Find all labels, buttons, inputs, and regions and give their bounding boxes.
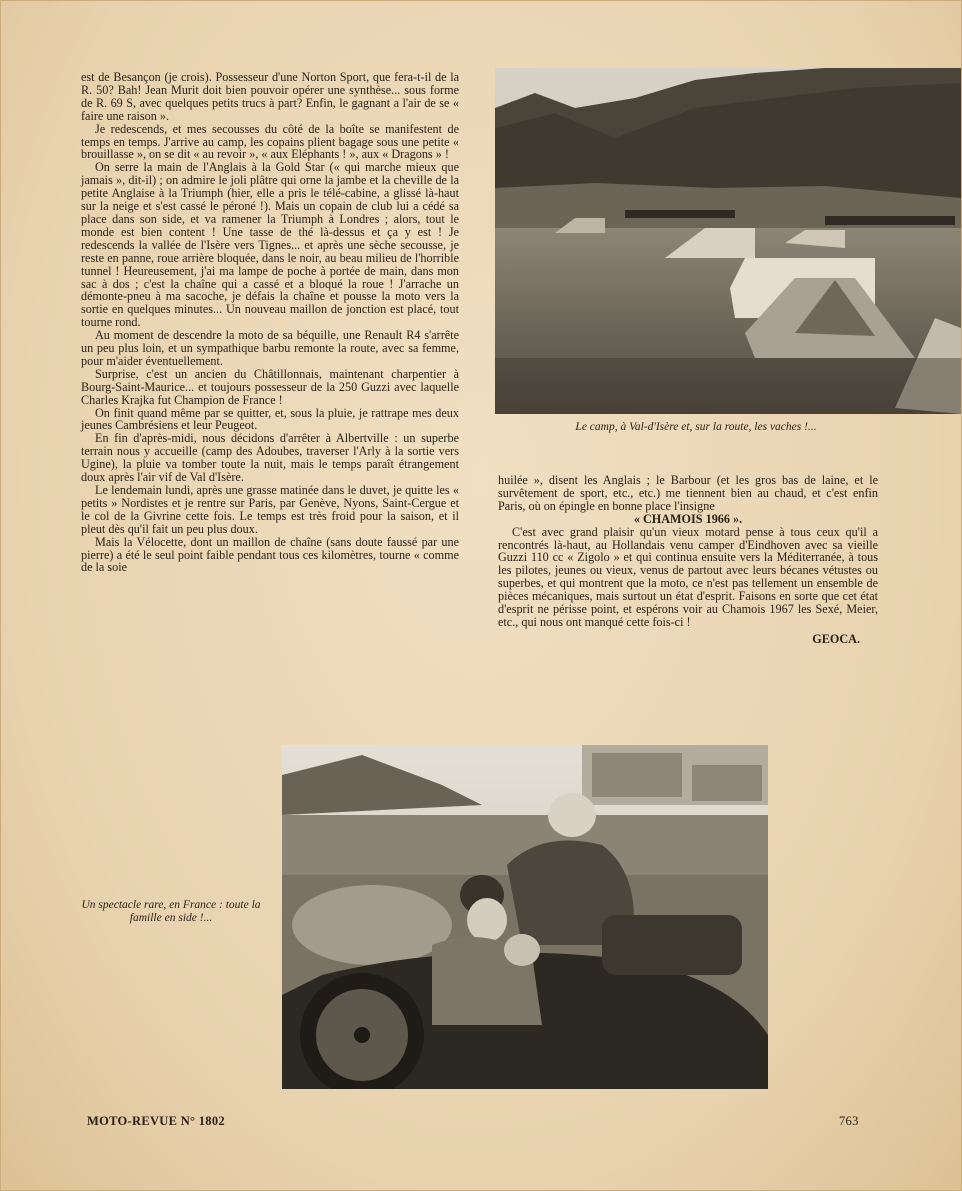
paragraph: On finit quand même par se quitter, et, sous la pluie, je rattrape mes deux jeunes Cambrésiens et leur Peugeot. — [81, 405, 459, 433]
paragraph: huilée », disent les Anglais ; le Barbour (et les gros bas de laine, et le survêtement de sport, etc., etc.) me tiennent bien au chaud, et c'est enfin Paris, où on épingle en bonne place l'insigne — [498, 473, 878, 513]
camp-photo-caption: Le camp, à Val-d'Isère et, sur la route, les vaches !... — [575, 421, 817, 433]
author-signature: GEOCA. — [812, 631, 860, 646]
paragraph: C'est avec grand plaisir qu'un vieux motard pense à tous ceux qu'il a rencontrés là-haut, au Hollandais venu camper d'Eindhoven avec sa vieille Guzzi 110 cc « Zigolo » et qui continua ensuite vers la Méditerranée, à tous les pilotes, jeunes ou vieux, venus de partout avec leurs bécanes vétustes ou superbes, et qui montrent que la moto, ce n'est pas tellement un ensemble de pièces mécaniques, mais surtout un état d'esprit. Faisons en sorte que cet état d'esprit ne périsse point, et espérons voir au Chamois 1967 les Sexé, Meier, etc., qui nous ont manqué cette fois-ci ! — [498, 524, 878, 629]
sidecar-photo-image — [282, 745, 768, 1089]
sidecar-photo — [282, 745, 768, 1089]
article-right-column — [498, 474, 878, 646]
article-left-column — [81, 71, 459, 574]
camp-photo-image — [495, 68, 961, 414]
paragraph: Surprise, c'est un ancien du Châtillonnais, maintenant charpentier à Bourg-Saint-Maurice... et toujours possesseur de la 250 Guzzi avec laquelle Charles Krajka fut Champion de France ! — [81, 366, 459, 407]
paragraph: On serre la main de l'Anglais à la Gold Star (« qui marche mieux que jamais », dit-il) ; on admire le joli plâtre qui orne la jambe et la cheville de la petite Anglaise à la Triumph (hier, elle a pris le télé-cabine, a glissé là-haut sur la neige et s'est cassé le péroné !). Mais un copain de club lui a cédé sa place dans son side, et va ramener la Triumph à Londres ; alors, tout le monde est bien content ! Une tasse de thé là-dessus et ça y est ! Je redescends la vallée de l'Isère vers Tignes... et après une sèche secousse, je reste en panne, roue arrière bloquée, dans le noir, au beau milieu de l'horrible tunnel ! Heureusement, j'ai ma lampe de poche à portée de main, dans mon sac à dos ; c'est la chaîne qui a cassé et a bloqué la roue ! J'arrache un démonte-pneu à ma sacoche, je défais la chaîne et pousse la moto vers la sortie en quelques minutes... Un nouveau maillon de jonction est placé, tout tourne rond. — [81, 160, 459, 330]
paragraph: En fin d'après-midi, nous décidons d'arrêter à Albertville : un superbe terrain nous y accueille (camp des Adoubes, traverser l'Arly à la sortie vers Ugine), la pluie va tomber toute la nuit, mais le temps paraît étrangement doux après l'air vif de Val d'Isère. — [81, 431, 459, 485]
sidecar-photo-caption: Un spectacle rare, en France : toute la famille en side !... — [81, 899, 261, 924]
badge-name: « CHAMOIS 1966 ». — [633, 511, 743, 526]
paragraph: Le lendemain lundi, après une grasse matinée dans le duvet, je quitte les « petits » Nordistes et je rentre sur Paris, par Genève, Nyons, Saint-Cergue et le col de la Givrine cette fois. Le temps est très froid pour la saison, et il pleut dès qu'il fait un peu plus doux. — [81, 483, 459, 536]
paragraph: Je redescends, et mes secousses du côté de la boîte se manifestent de temps en temps. J'arrive au camp, les copains plient bagage sous une petite « brouillasse », on se dit « au revoir », « aux Eléphants ! », aux « Dragons » ! — [81, 121, 459, 162]
magazine-issue: MOTO-REVUE N° 1802 — [87, 1114, 225, 1128]
paragraph: Au moment de descendre la moto de sa béquille, une Renault R4 s'arrête un peu plus loin, et un sympathique barbu remonte la route, avec sa femme, pour m'aider éventuellement. — [81, 328, 459, 368]
camp-photo — [495, 68, 961, 414]
paragraph: Mais la Vélocette, dont un maillon de chaîne (sans doute faussé par une pierre) a été le seul point faible pendant tous ces kilomètres, tourne « comme de la soie — [81, 534, 459, 575]
page-number: 763 — [839, 1114, 859, 1128]
paragraph: est de Besançon (je crois). Possesseur d'une Norton Sport, que fera-t-il de la R. 50? Bah! Jean Murit doit bien pouvoir opérer une synthèse... sous forme de R. 69 S, avec quelques petits trucs à part? Enfin, le gagnant a l'air de se « faire une raison ». — [81, 70, 459, 123]
